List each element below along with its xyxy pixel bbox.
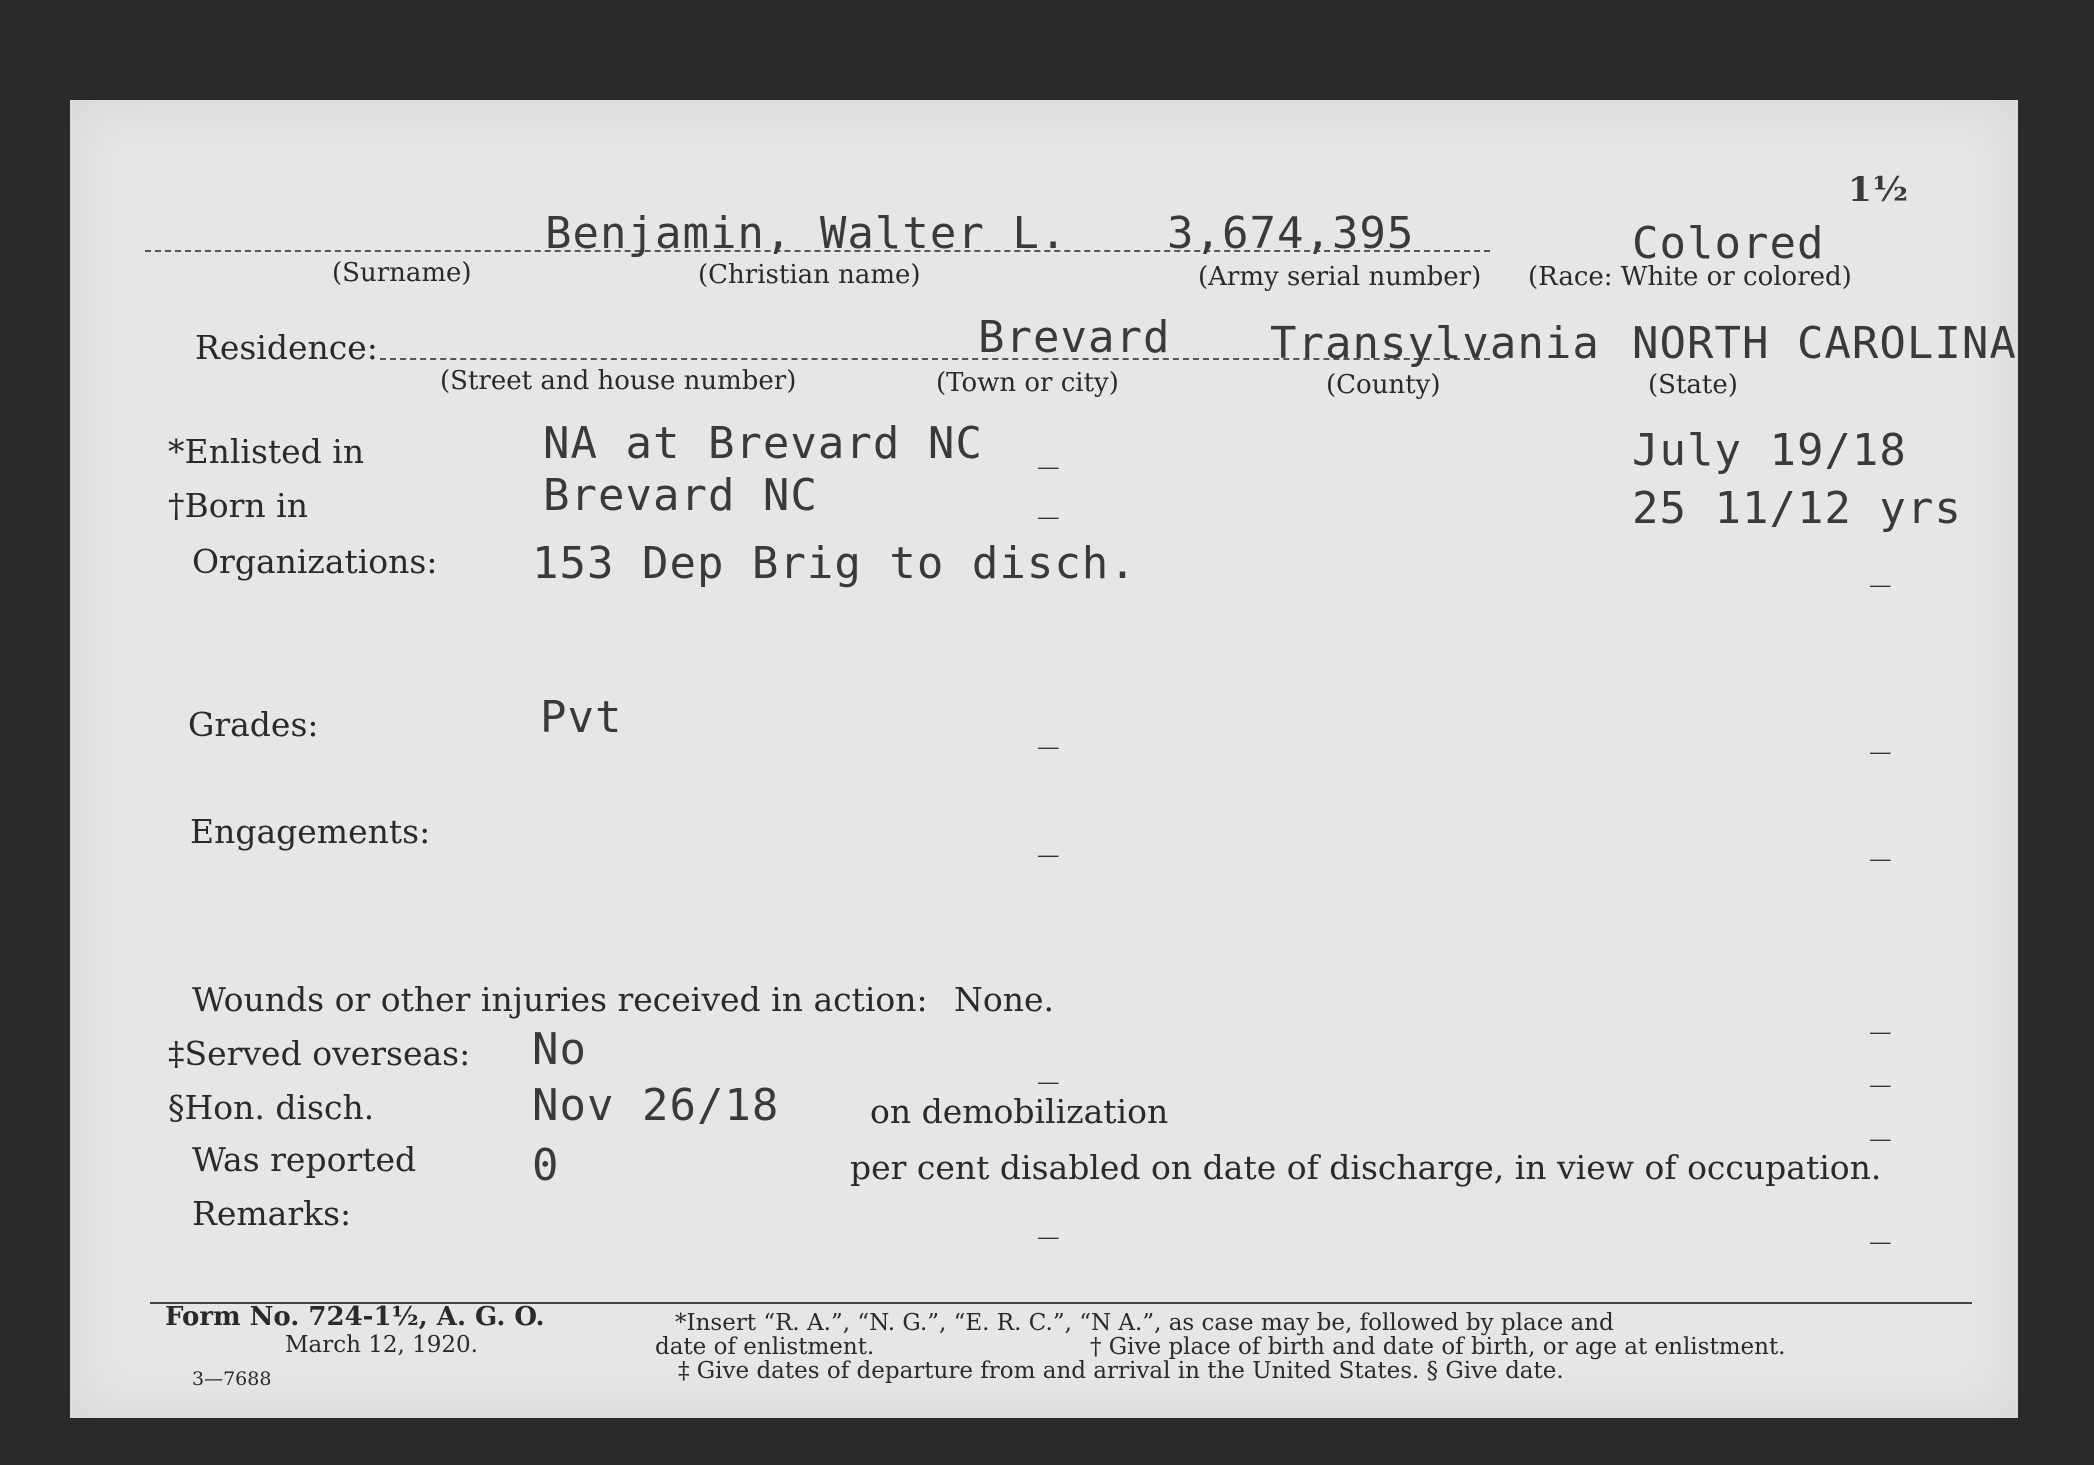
- county-caption: (County): [1326, 370, 1441, 400]
- town-caption: (Town or city): [936, 368, 1119, 398]
- enlisted-row: [168, 432, 364, 471]
- grades-value: Pvt: [540, 692, 623, 743]
- engagements-tick-right: _: [1870, 822, 1891, 862]
- enlisted-value: NA at Brevard NC: [543, 418, 983, 469]
- enlisted-date: July 19/18: [1632, 425, 1907, 476]
- residence-town: Brevard: [978, 312, 1171, 363]
- footer-note-1: *Insert “R. A.”, “N. G.”, “E. R. C.”, “N A.”, as case may be, followed by place and: [675, 1310, 1614, 1336]
- reported-value: 0: [532, 1140, 560, 1191]
- residence-state: NORTH CAROLINA: [1632, 318, 2017, 369]
- wounds-label: Wounds or other injuries received in action:: [192, 980, 928, 1019]
- footer-note-3: † Give place of birth and date of birth, or age at enlistment.: [1090, 1334, 1786, 1360]
- wounds-value: None.: [954, 980, 1055, 1019]
- christian-caption: (Christian name): [698, 260, 921, 290]
- born-value: Brevard NC: [543, 470, 818, 521]
- footer-note-2: date of enlistment.: [655, 1334, 875, 1360]
- form-date: March 12, 1920.: [285, 1332, 478, 1358]
- overseas-mark: ‡: [168, 1034, 185, 1073]
- residence-county: Transylvania: [1270, 318, 1600, 369]
- born-row: [168, 486, 308, 525]
- print-code: 3—7688: [192, 1368, 272, 1390]
- overseas-value: No: [532, 1024, 587, 1075]
- wounds-tick: _: [1870, 995, 1891, 1035]
- born-mark: †: [168, 486, 185, 525]
- grades-tick-right: _: [1870, 715, 1891, 755]
- organizations-label: Organizations:: [192, 542, 438, 581]
- form-number: Form No. 724-1½, A. G. O.: [165, 1302, 545, 1332]
- enlisted-label: Enlisted in: [184, 432, 365, 471]
- race-value: Colored: [1632, 218, 1825, 269]
- born-age: 25 11/12 yrs: [1632, 483, 1962, 534]
- hon-disch-note: on demobilization: [870, 1092, 1169, 1131]
- serial-value: 3,674,395: [1167, 208, 1415, 259]
- card-number: 1½: [1848, 170, 1910, 210]
- footer-note-4: ‡ Give dates of departure from and arrival in the United States. § Give date.: [678, 1358, 1564, 1384]
- hon-disch-tick: _: [1870, 1102, 1891, 1142]
- reported-label: Was reported: [192, 1140, 417, 1179]
- overseas-tick: _: [1038, 1045, 1059, 1085]
- hon-disch-row: [168, 1088, 374, 1127]
- enlisted-mark: *: [168, 432, 185, 471]
- overseas-row: [168, 1034, 470, 1073]
- grades-tick: _: [1038, 710, 1059, 750]
- remarks-label: Remarks:: [192, 1194, 352, 1233]
- state-caption: (State): [1648, 370, 1738, 400]
- organizations-value: 153 Dep Brig to disch.: [532, 538, 1137, 589]
- engagements-label: Engagements:: [190, 812, 431, 851]
- born-tick: _: [1038, 480, 1059, 520]
- street-caption: (Street and house number): [440, 366, 797, 396]
- remarks-tick-right: _: [1870, 1205, 1891, 1245]
- overseas-label: Served overseas:: [184, 1034, 471, 1073]
- race-caption: (Race: White or colored): [1528, 262, 1852, 292]
- enlisted-tick: _: [1038, 430, 1059, 470]
- organizations-tick: _: [1870, 548, 1891, 588]
- remarks-tick: _: [1038, 1200, 1059, 1240]
- overseas-tick-right: _: [1870, 1048, 1891, 1088]
- engagements-tick: _: [1038, 818, 1059, 858]
- surname-caption: (Surname): [332, 258, 472, 288]
- surname-christian-value: Benjamin, Walter L.: [545, 208, 1068, 259]
- residence-label: Residence:: [195, 328, 378, 367]
- serial-caption: (Army serial number): [1198, 262, 1482, 292]
- hon-disch-value: Nov 26/18: [532, 1080, 780, 1131]
- reported-note: per cent disabled on date of discharge, in view of occupation.: [850, 1148, 1882, 1187]
- born-label: Born in: [184, 486, 308, 525]
- grades-label: Grades:: [188, 705, 319, 744]
- service-card: [70, 100, 2018, 1418]
- hon-disch-label: Hon. disch.: [184, 1088, 375, 1127]
- hon-disch-mark: §: [168, 1088, 185, 1127]
